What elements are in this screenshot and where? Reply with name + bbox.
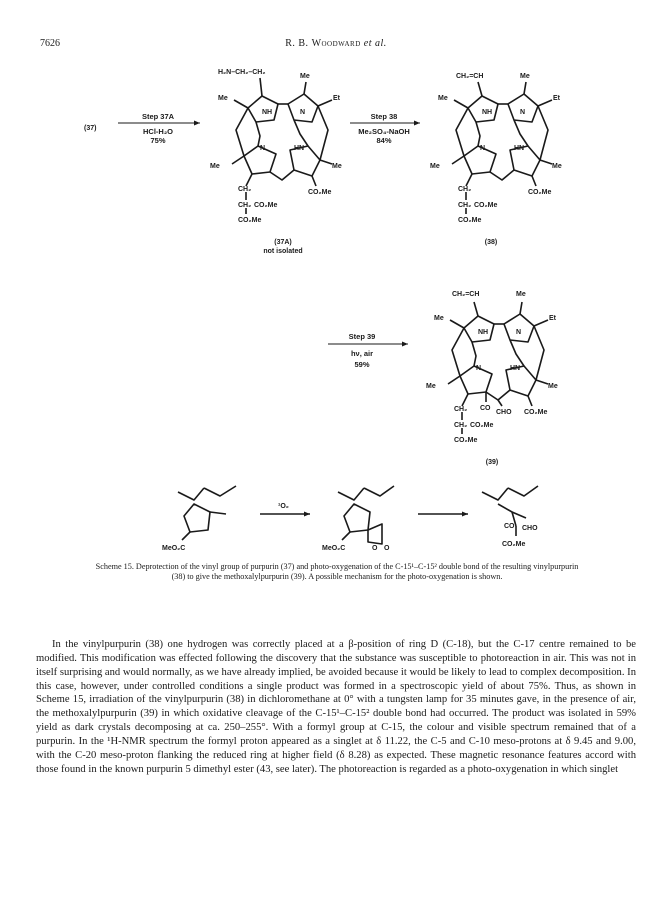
c38-vinyl: CH₂=CH (456, 73, 484, 80)
step39-yield: 59% (354, 360, 370, 369)
c39-n-left: N (476, 365, 482, 372)
scheme-caption: Scheme 15. Deprotection of the vinyl group of purpurin (37) and photo-oxygenation of the C-15¹–C-15² double bond of the resulting vinylpurpurin (38) to give the methoxalylpurpurin (39). A possible mechanism for the photo-oxygenation is shown. (95, 562, 579, 581)
step38-yield: 84% (376, 136, 392, 145)
c38-co2me-c: CO₂Me (458, 217, 482, 224)
c37a-ch2-b: CH₂ (238, 202, 252, 209)
c37a-co2me-b: CO₂Me (254, 202, 278, 209)
c38-me-right: Me (552, 163, 562, 170)
c37a-et: Et (333, 95, 340, 102)
c39-et: Et (549, 315, 556, 322)
mech-meo2c-1: MeO₂C (162, 545, 186, 552)
c37a-me-top: Me (300, 73, 310, 80)
c39-co2me-c: CO₂Me (454, 437, 478, 444)
c38-n-right: N (520, 109, 526, 116)
meso-right (318, 106, 328, 160)
mechanism-scheme (160, 478, 560, 558)
c39-ch2-a: CH₂ (454, 406, 468, 413)
step39-label: Step 39 (348, 332, 376, 341)
c38-me-left: Me (438, 95, 448, 102)
c39-co2me: CO₂Me (524, 409, 548, 416)
step37-yield: 75% (150, 136, 166, 145)
mech-reagent: ¹O₂ (278, 503, 289, 510)
c37a-me-bottom: Me (210, 163, 220, 170)
mech-cho: CHO (522, 525, 538, 532)
body-paragraph: In the vinylpurpurin (38) one hydrogen was correctly placed at a β-position of ring D (C-18), but the C-17 centre remained to be modified. This modification was effected following the discovery that the substance was susceptible to photoreaction in air. This was not in itself surprising and would normally, as we have already implied, be avoided because it would be likely to lead to complex decomposition. In this case, however, under controlled conditions a single product was formed in a spectroscopic yield of about 75%. Thus, as shown in Scheme 15, irradiation of the vinylpurpurin (38) in dichloromethane at 0° with a tungsten lamp for 35 minutes gave, in the presence of air, the methoxalylpurpurin (39) in which oxidative cleavage of the C-15¹–C-15² double bond had occurred. The product was isolated in 59% yield as dark crystals decomposing at ca. 250–255°. With a formyl group at C-15, the colour and visible spectrum remained that of a purpurin. In the ¹H-NMR spectrum the formyl proton appeared as a singlet at δ 11.22, the C-5 and C-10 meso-protons at δ 9.45 and 9.00, with the C-20 meso-proton flanking the reduced ring at higher field (δ 8.28) as expected. These magnetic resonance features accord with those found in the known purpurin 5 dimethyl ester (43, see later). The photoreaction is regarded as a photo-oxygenation in which singlet (36, 639, 636, 775)
step38-label: Step 38 (370, 112, 398, 121)
author-smallcaps: Woodward (311, 38, 361, 49)
c37a-n-left: N (260, 145, 266, 152)
c39-label: (39) (485, 459, 499, 466)
c39-co2me-b: CO₂Me (470, 422, 494, 429)
c37a-n-right: N (300, 109, 306, 116)
c39-hn: HN (510, 365, 521, 372)
author-suffix: et al. (360, 38, 387, 49)
mech-o-1: O (372, 545, 378, 552)
c39-ch2-b: CH₂ (454, 422, 468, 429)
c38-nh: NH (482, 109, 493, 116)
c39-me-right: Me (548, 383, 558, 390)
mech-o-2: O (384, 545, 390, 552)
step37-label: Step 37A (141, 112, 175, 121)
frag1-bond-a (178, 488, 204, 500)
c38-ch2-a: CH₂ (458, 186, 472, 193)
c37a-me-left: Me (218, 95, 228, 102)
step39-reagent: hν, air (350, 349, 374, 358)
c38-me-top: Me (520, 73, 530, 80)
step39-arrowhead (402, 342, 408, 347)
frag1-ring (184, 504, 210, 532)
page-number: 7626 (40, 38, 60, 49)
c37a-co2me-c: CO₂Me (238, 217, 262, 224)
c37a-top-chain: H₂N–CH₂–CH₂ (218, 69, 266, 76)
step37-reagent: HCl-H₂O (143, 127, 173, 136)
c37a-me-right: Me (332, 163, 342, 170)
c39-me-bottom: Me (426, 383, 436, 390)
c38-co2me: CO₂Me (528, 189, 552, 196)
c38-me-bottom: Me (430, 163, 440, 170)
c38-co2me-b: CO₂Me (474, 202, 498, 209)
c38-n-left: N (480, 145, 486, 152)
ring-b (288, 94, 318, 122)
frag1-bond-b (204, 486, 236, 496)
c38-hn: HN (514, 145, 525, 152)
compound-39-structure (412, 284, 562, 474)
c37a-nh: NH (262, 109, 273, 116)
c38-ch2-b: CH₂ (458, 202, 472, 209)
author-prefix: R. B. (285, 38, 312, 49)
c37a-label: (37A) (274, 239, 292, 246)
body-text (36, 638, 636, 776)
c37a-note: not isolated (263, 248, 303, 255)
meso-left (236, 108, 248, 156)
c39-co: CO (480, 405, 491, 412)
c39-nh: NH (478, 329, 489, 336)
c38-label: (38) (484, 239, 498, 246)
step38-reagent: Me₂SO₄-NaOH (358, 127, 410, 136)
inner-bond-1 (256, 122, 260, 146)
compound-37a-structure (196, 64, 346, 264)
c39-cho: CHO (496, 409, 512, 416)
c37a-ch2-a: CH₂ (238, 186, 252, 193)
c37a-hn: HN (294, 145, 305, 152)
c39-me-top: Me (516, 291, 526, 298)
inner-bond-2 (294, 120, 308, 146)
start-label: (37) (84, 125, 97, 132)
frag1-ester-bond (182, 532, 190, 540)
meso-bottom (270, 170, 294, 180)
mech-co: CO (504, 523, 515, 530)
c39-vinyl: CH₂=CH (452, 291, 480, 298)
mech-meo2c-2: MeO₂C (322, 545, 346, 552)
frag1-exo (210, 512, 226, 514)
c38-et: Et (553, 95, 560, 102)
compound-38-structure (416, 64, 566, 264)
c37a-co2me: CO₂Me (308, 189, 332, 196)
c39-me-left: Me (434, 315, 444, 322)
mech-co2me: CO₂Me (502, 541, 526, 548)
c39-n-right: N (516, 329, 522, 336)
